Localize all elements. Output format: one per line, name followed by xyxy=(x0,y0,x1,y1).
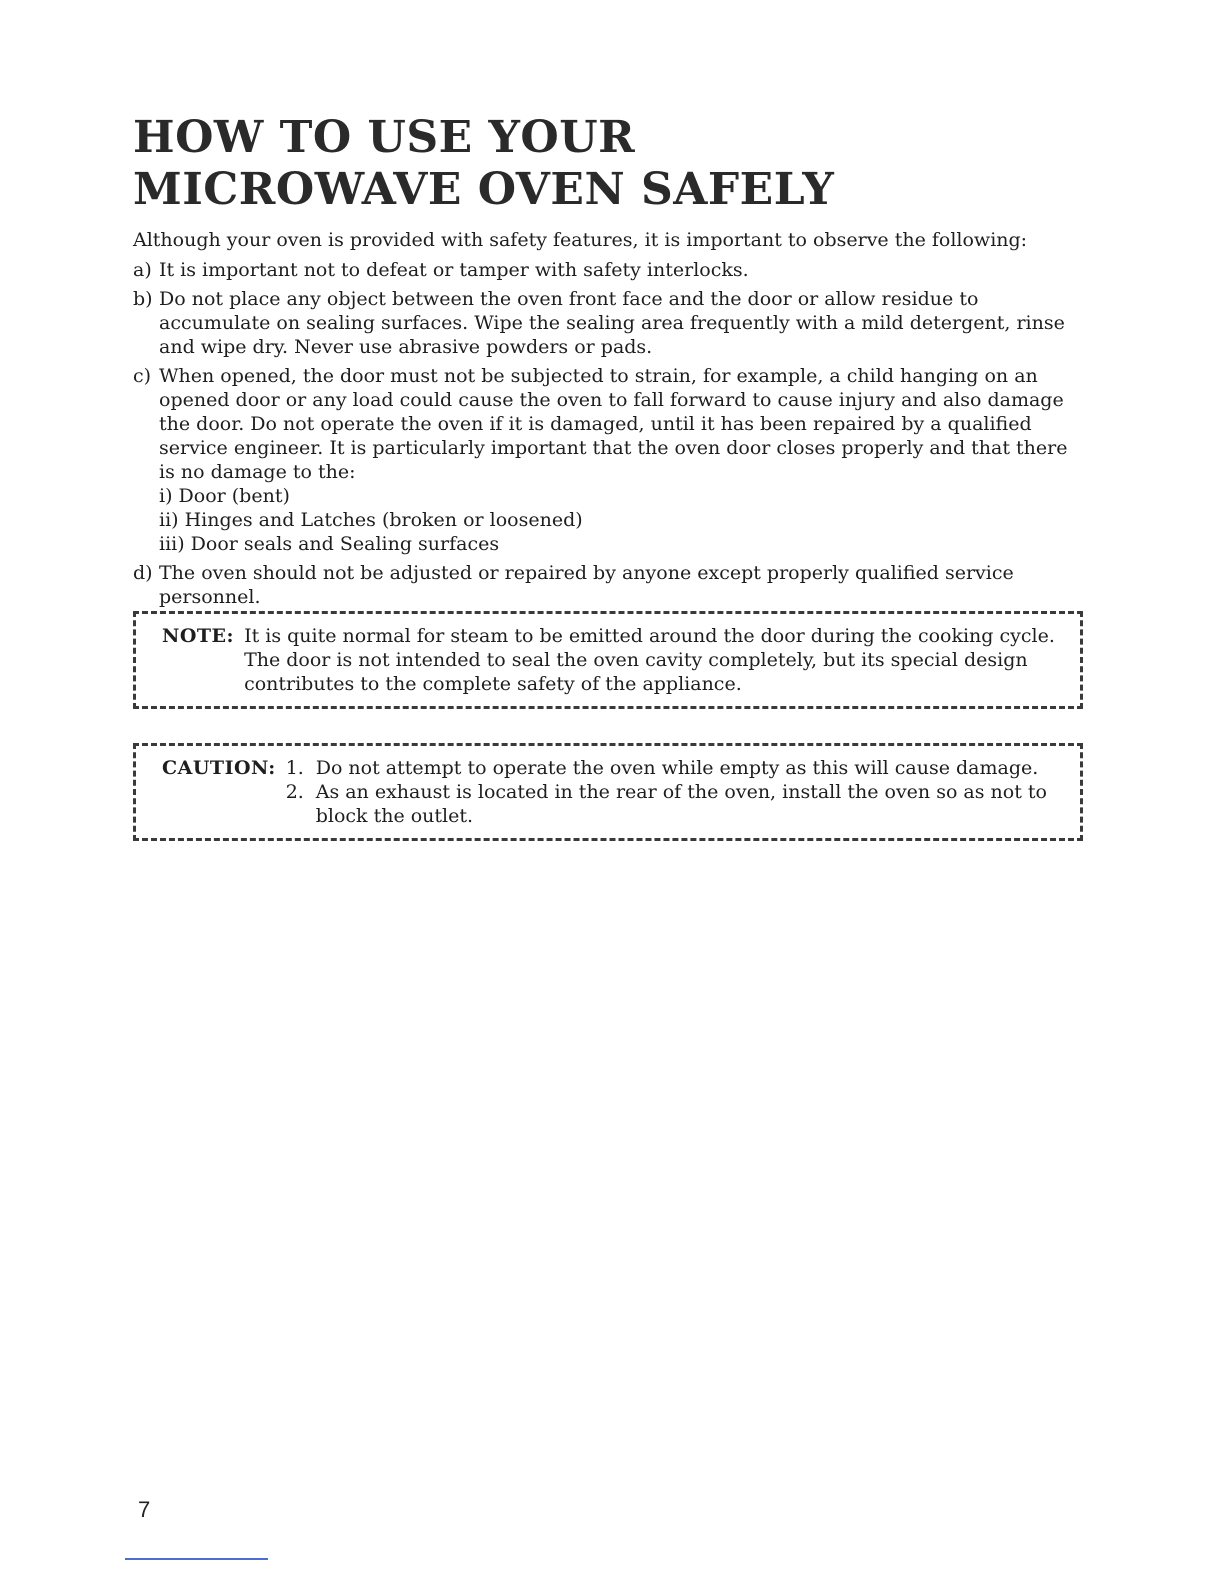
item-text: It is important not to defeat or tamper with safety interlocks. xyxy=(159,259,749,281)
safety-list xyxy=(133,258,1078,609)
item-text: The oven should not be adjusted or repaired by anyone except properly qualified service personnel. xyxy=(159,562,1014,608)
safety-item-c xyxy=(133,364,1078,556)
item-label: c) xyxy=(133,365,152,387)
caution-item xyxy=(286,780,1056,828)
sub-item: ii) Hinges and Latches (broken or loosened) xyxy=(159,509,583,531)
page-title: HOW TO USE YOUR MICROWAVE OVEN SAFELY xyxy=(133,112,835,215)
footer-rule xyxy=(125,1558,268,1560)
safety-item-b xyxy=(133,287,1078,359)
safety-item-a xyxy=(133,258,1078,282)
damage-sublist xyxy=(159,484,1078,556)
caution-item-text: Do not attempt to operate the oven while empty as this will cause damage. xyxy=(315,757,1039,779)
caution-item-number: 2. xyxy=(285,781,304,803)
caution-body xyxy=(286,756,1056,828)
caution-box xyxy=(133,743,1083,841)
item-label: b) xyxy=(133,288,153,310)
item-label: a) xyxy=(133,259,152,281)
note-text: It is quite normal for steam to be emitted around the door during the cooking cycle. The door is not intended to seal the oven cavity completely, but its special design contributes to the complete safety of the appliance. xyxy=(244,625,1055,695)
sub-item: iii) Door seals and Sealing surfaces xyxy=(159,533,500,555)
item-text: Do not place any object between the oven front face and the door or allow residue to accumulate on sealing surfaces. Wipe the sealing area frequently with a mild detergent, rinse and wipe dry. Never use abrasive powders or pads. xyxy=(159,288,1065,358)
intro-paragraph: Although your oven is provided with safety features, it is important to observe the following: xyxy=(133,229,1028,251)
note-box xyxy=(133,611,1083,709)
caution-item xyxy=(286,756,1056,780)
caution-item-text: As an exhaust is located in the rear of the oven, install the oven so as not to block the outlet. xyxy=(315,781,1047,827)
note-label: NOTE: xyxy=(162,625,235,647)
item-text: When opened, the door must not be subjected to strain, for example, a child hanging on an opened door or any load could cause the oven to fall forward to cause injury and also damage the door. Do not operate the oven if it is damaged, until it has been repaired by a qualified service engineer. It is particularly important that the oven door closes properly and that there is no damage to the: xyxy=(159,365,1068,483)
caution-list xyxy=(286,756,1056,828)
sub-item: i) Door (bent) xyxy=(159,485,290,507)
safety-item-d xyxy=(133,561,1078,609)
caution-label: CAUTION: xyxy=(162,757,276,779)
page-number: 7 xyxy=(138,1497,151,1522)
page-content xyxy=(133,112,1078,609)
item-label: d) xyxy=(133,562,153,584)
caution-item-number: 1. xyxy=(285,757,304,779)
